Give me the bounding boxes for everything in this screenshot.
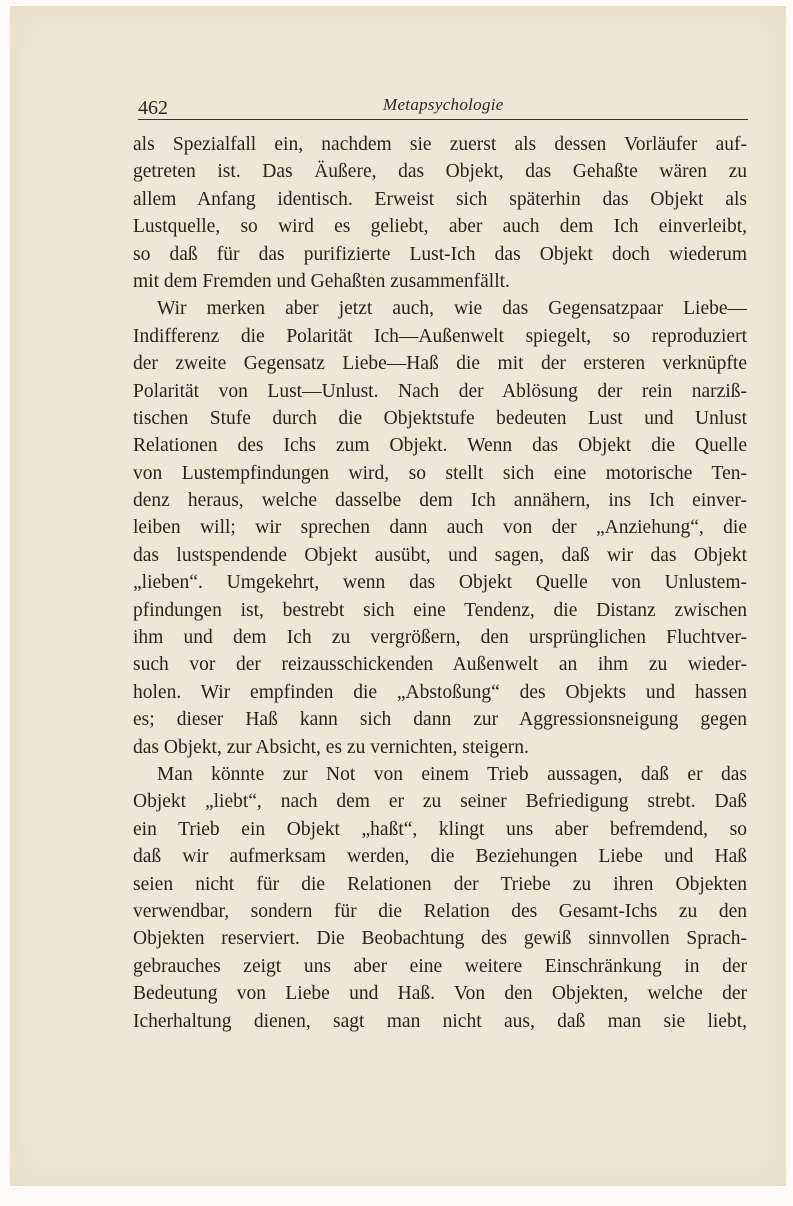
text-line: „lieben“. Umgekehrt, wenn das Objekt Quelle von Unlustem- bbox=[133, 572, 747, 594]
text-line: ein Trieb ein Objekt „haßt“, klingt uns aber befremdend, so bbox=[133, 818, 747, 840]
text-line: Man könnte zur Not von einem Trieb aussagen, daß er das bbox=[157, 763, 747, 785]
text-line: gebrauches zeigt uns aber eine weitere Einschränkung in der bbox=[133, 955, 747, 977]
text-line: Objekten reserviert. Die Beobachtung des gewiß sinnvollen Sprach- bbox=[133, 928, 747, 950]
text-line: daß wir aufmerksam werden, die Beziehungen Liebe und Haß bbox=[133, 846, 747, 868]
text-line: seien nicht für die Relationen der Triebe zu ihren Objekten bbox=[133, 873, 747, 895]
text-line: als Spezialfall ein, nachdem sie zuerst als dessen Vorläufer auf- bbox=[133, 134, 747, 155]
text-line: getreten ist. Das Äußere, das Objekt, das Gehaßte wären zu bbox=[133, 161, 747, 183]
text-line: das lustspendende Objekt ausübt, und sagen, daß wir das Objekt bbox=[133, 544, 747, 566]
page-number: 462 bbox=[138, 97, 168, 119]
text-line: denz heraus, welche dasselbe dem Ich annähern, ins Ich einver- bbox=[133, 490, 747, 512]
text-line: such vor der reizausschickenden Außenwelt an ihm zu wieder- bbox=[133, 654, 747, 676]
text-line: der zweite Gegensatz Liebe—Haß die mit der ersteren verknüpfte bbox=[133, 353, 747, 375]
text-line: so daß für das purifizierte Lust-Ich das Objekt doch wiederum bbox=[133, 243, 747, 265]
text-line: ihm und dem Ich zu vergrößern, den ursprünglichen Fluchtver- bbox=[133, 627, 747, 649]
text-line: Objekt „liebt“, nach dem er zu seiner Befriedigung strebt. Daß bbox=[133, 791, 747, 813]
text-line: das Objekt, zur Absicht, es zu vernichten, steigern. bbox=[133, 736, 529, 758]
text-line: Icherhaltung dienen, sagt man nicht aus, daß man sie liebt, bbox=[133, 1010, 747, 1032]
text-line: Polarität von Lust—Unlust. Nach der Ablösung der rein narziß- bbox=[133, 380, 747, 402]
running-title: Metapsychologie bbox=[383, 95, 504, 114]
body-text bbox=[133, 131, 747, 1035]
text-line: leiben will; wir sprechen dann auch von der „Anziehung“, die bbox=[133, 517, 747, 539]
text-line: allem Anfang identisch. Erweist sich späterhin das Objekt als bbox=[133, 188, 747, 210]
text-line: holen. Wir empfinden die „Abstoßung“ des Objekts und hassen bbox=[133, 681, 747, 703]
text-line: verwendbar, sondern für die Relation des Gesamt-Ichs zu den bbox=[133, 900, 747, 922]
text-line: es; dieser Haß kann sich dann zur Aggressionsneigung gegen bbox=[133, 709, 747, 731]
text-line: von Lustempfindungen wird, so stellt sich eine motorische Ten- bbox=[133, 462, 747, 484]
text-line: Relationen des Ichs zum Objekt. Wenn das Objekt die Quelle bbox=[133, 435, 747, 457]
text-line: mit dem Fremden und Gehaßten zusammenfällt. bbox=[133, 270, 510, 292]
page-header bbox=[138, 95, 748, 120]
text-line: Bedeutung von Liebe und Haß. Von den Objekten, welche der bbox=[133, 983, 747, 1005]
text-line: Indifferenz die Polarität Ich—Außenwelt spiegelt, so reproduziert bbox=[133, 325, 747, 347]
text-line: tischen Stufe durch die Objektstufe bedeuten Lust und Unlust bbox=[133, 407, 747, 429]
text-line: pfindungen ist, bestrebt sich eine Tendenz, die Distanz zwischen bbox=[133, 599, 747, 621]
text-line: Wir merken aber jetzt auch, wie das Gegensatzpaar Liebe— bbox=[157, 298, 747, 320]
text-line: Lustquelle, so wird es geliebt, aber auch dem Ich einverleibt, bbox=[133, 216, 747, 238]
